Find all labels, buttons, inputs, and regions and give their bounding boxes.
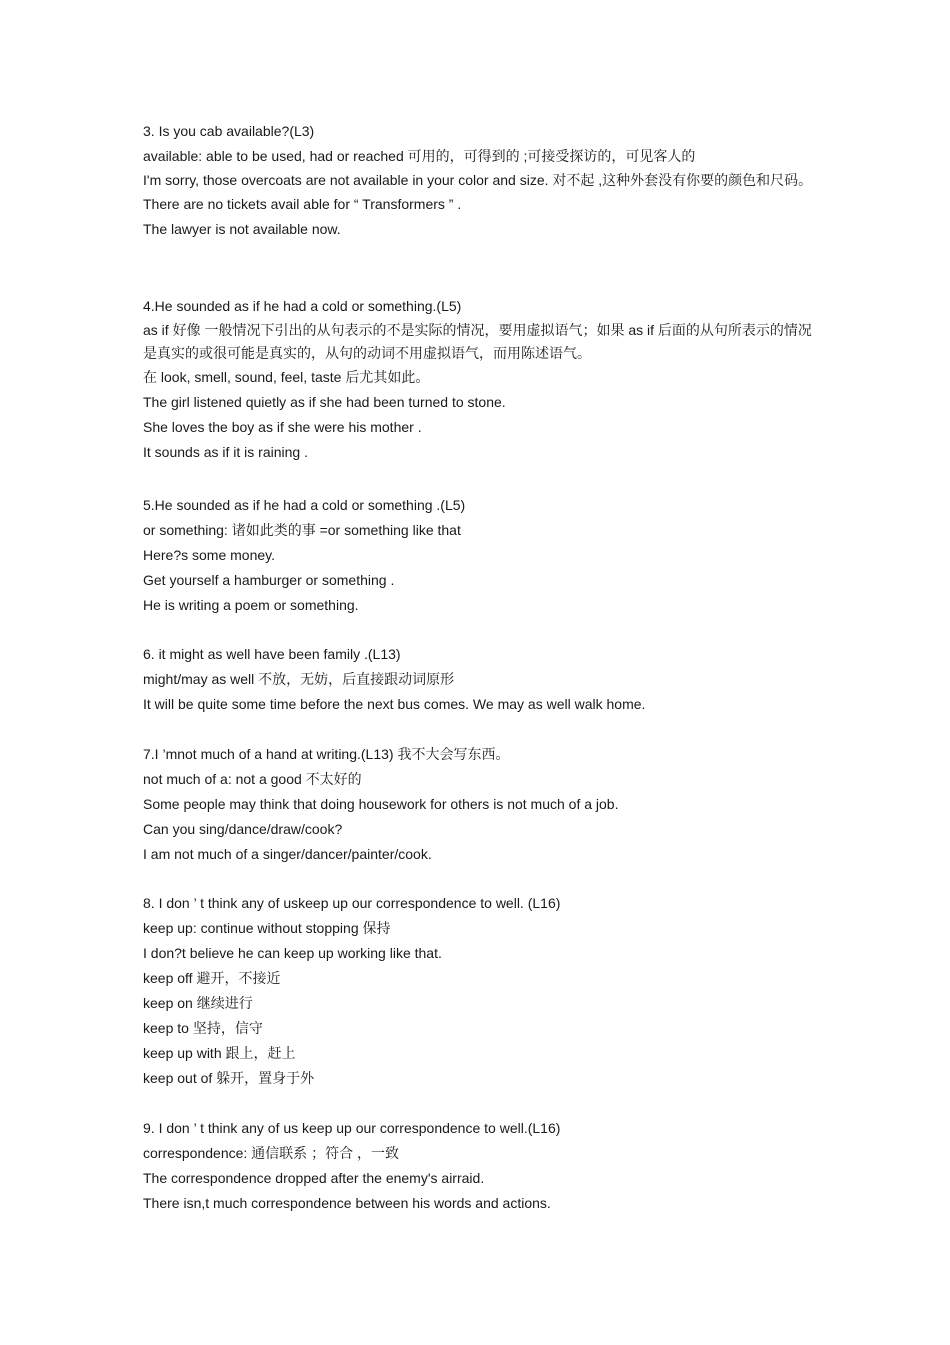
definition-line: as if 好像 一般情况下引出的从句表示的不是实际的情况，要用虚拟语气；如果 as if 后面的从句所表示的情况是真实的或很可能是真实的，从句的动词不用虚拟语气，而用陈述语气。 (143, 322, 812, 361)
example-sentence: There are no tickets avail able for “ Transformers ” . (143, 196, 462, 212)
definition-line: correspondence: 通信联系 ；符合 ，一致 (143, 1145, 399, 1161)
section-heading: 6. it might as well have been family .(L13) (143, 646, 401, 662)
phrase-line: keep to 坚持，信守 (143, 1020, 263, 1036)
note-section-6 (143, 642, 813, 717)
phrase-line: keep up with 跟上，赶上 (143, 1045, 296, 1061)
phrase-line: keep off 避开，不接近 (143, 970, 281, 986)
definition-line: or something: 诸如此类的事 =or something like that (143, 522, 461, 538)
section-heading: 3. Is you cab available?(L3) (143, 123, 315, 139)
phrase-line: keep on 继续进行 (143, 995, 253, 1011)
section-heading: 8. I don ’ t think any of uskeep up our correspondence to well. (L16) (143, 895, 561, 911)
example-sentence: There isn,t much correspondence between his words and actions. (143, 1195, 551, 1211)
example-sentence: It sounds as if it is raining . (143, 444, 308, 460)
example-sentence: Get yourself a hamburger or something . (143, 572, 395, 588)
definition-line: keep up: continue without stopping 保持 (143, 920, 391, 936)
example-sentence: I am not much of a singer/dancer/painter/cook. (143, 846, 432, 862)
example-sentence: The correspondence dropped after the enemy's airraid. (143, 1170, 485, 1186)
note-section-3 (143, 119, 813, 242)
section-heading: 9. I don ’ t think any of us keep up our correspondence to well.(L16) (143, 1120, 561, 1136)
example-sentence: Here?s some money. (143, 547, 276, 563)
section-heading: 4.He sounded as if he had a cold or something.(L5) (143, 298, 462, 314)
note-section-5 (143, 493, 813, 618)
definition-line: not much of a: not a good 不太好的 (143, 771, 362, 787)
example-sentence: The lawyer is not available now. (143, 221, 341, 237)
section-heading: 5.He sounded as if he had a cold or something .(L5) (143, 497, 466, 513)
example-sentence: She loves the boy as if she were his mother . (143, 419, 422, 435)
definition-line: available: able to be used, had or reached 可用的，可得到的 ;可接受探访的，可见客人的 (143, 148, 696, 164)
example-sentence: I don?t believe he can keep up working like that. (143, 945, 442, 961)
note-section-9 (143, 1116, 813, 1216)
usage-note: 在 look, smell, sound, feel, taste 后尤其如此。 (143, 369, 430, 385)
definition-line: might/may as well 不放，无妨，后直接跟动词原形 (143, 671, 455, 687)
phrase-line: keep out of 躲开，置身于外 (143, 1070, 315, 1086)
section-heading: 7.I ’mnot much of a hand at writing.(L13) 我不大会写东西。 (143, 746, 510, 762)
example-sentence: I'm sorry, those overcoats are not available in your color and size. 对不起 ,这种外套没有你要的颜色和尺码。 (143, 172, 813, 188)
example-sentence: The girl listened quietly as if she had been turned to stone. (143, 394, 506, 410)
example-sentence: He is writing a poem or something. (143, 597, 359, 613)
note-section-7 (143, 742, 813, 867)
example-sentence: It will be quite some time before the next bus comes. We may as well walk home. (143, 696, 646, 712)
note-section-8 (143, 891, 813, 1091)
example-sentence: Some people may think that doing housework for others is not much of a job. (143, 796, 619, 812)
note-section-4 (143, 294, 813, 465)
example-sentence: Can you sing/dance/draw/cook? (143, 821, 343, 837)
